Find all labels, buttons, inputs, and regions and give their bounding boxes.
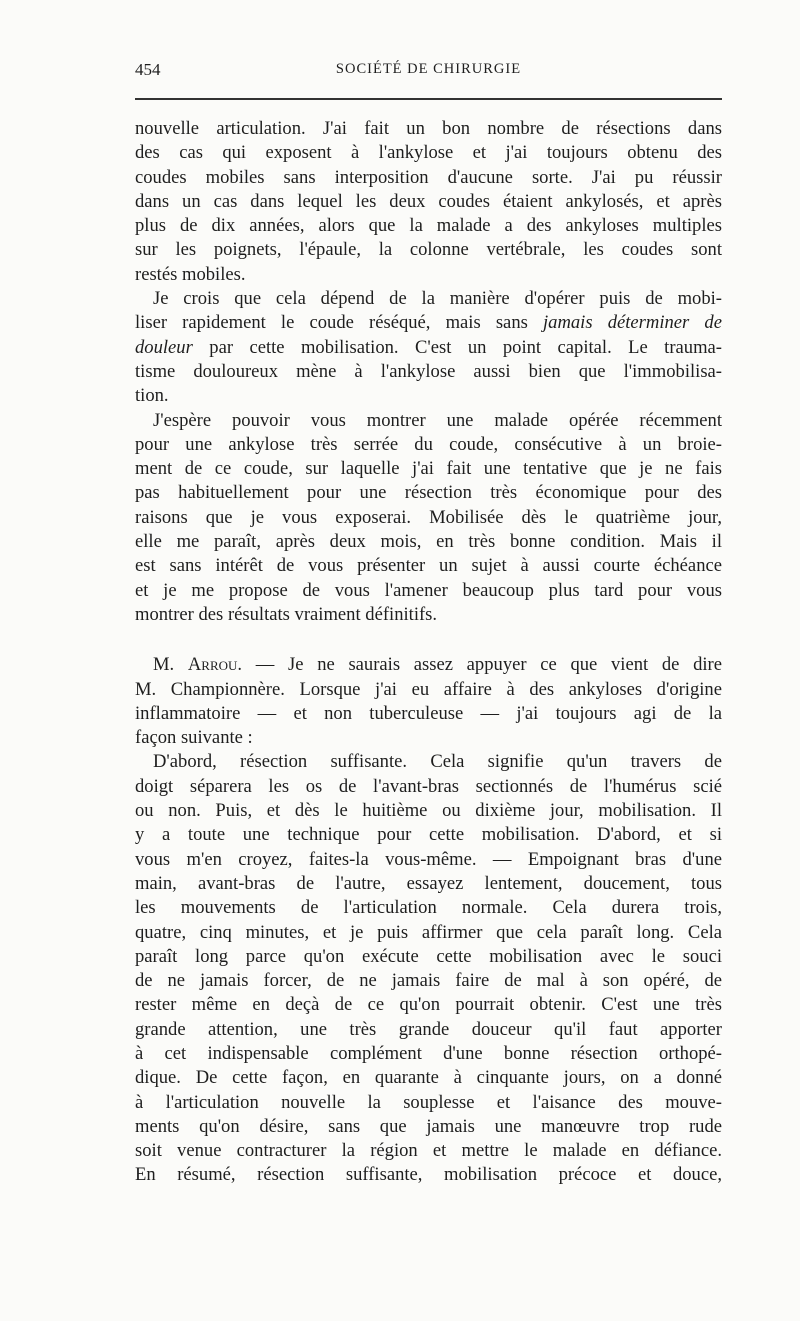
- text-line: [135, 848, 722, 872]
- paragraph: [135, 653, 722, 750]
- text-segment: pas habituellement pour une résection très économique pour des: [135, 482, 722, 504]
- text-line: [135, 750, 722, 774]
- text-segment: main, avant-bras de l'autre, essayez lentement, doucement, tous: [135, 872, 722, 894]
- text-segment: D'abord, résection suffisante. Cela signifie qu'un travers de: [153, 751, 722, 773]
- text-line: [135, 653, 722, 677]
- text-line: [135, 1066, 722, 1090]
- text-line: [135, 530, 722, 554]
- text-line: [135, 823, 722, 847]
- paragraph: [135, 750, 722, 1187]
- paragraph: [135, 287, 722, 408]
- text-segment: elle me paraît, après deux mois, en très bonne condition. Mais il: [135, 531, 722, 553]
- text-line: [135, 993, 722, 1017]
- text-segment: Je crois que cela dépend de la manière d'opérer puis de mobi-: [153, 288, 722, 310]
- text-segment: est sans intérêt de vous présenter un sujet à aussi courte échéance: [135, 555, 722, 577]
- text-line: [135, 702, 722, 726]
- text-segment: des cas qui exposent à l'ankylose et j'ai toujours obtenu des: [135, 142, 722, 164]
- text-line: [135, 1018, 722, 1042]
- text-segment: à l'articulation nouvelle la souplesse et l'aisance des mouve-: [135, 1091, 722, 1113]
- text-line: [135, 1042, 722, 1066]
- text-segment: y a toute une technique pour cette mobilisation. D'abord, et si: [135, 824, 722, 846]
- text-segment: pour une ankylose très serrée du coude, consécutive à un broie-: [135, 433, 722, 455]
- text-segment: paraît long parce qu'on exécute cette mobilisation avec le souci: [135, 945, 722, 967]
- text-line: [135, 166, 722, 190]
- text-segment: de ne jamais forcer, de ne jamais faire de mal à son opéré, de: [135, 970, 722, 992]
- text-line: [135, 1139, 722, 1163]
- text-segment: et je me propose de vous l'amener beaucoup plus tard pour vous: [135, 579, 722, 601]
- text-segment: restés mobiles.: [135, 263, 246, 285]
- text-segment: plus de dix années, alors que la malade a des ankyloses multiples: [135, 215, 722, 237]
- body-text: [135, 117, 722, 1188]
- text-segment: tion.: [135, 385, 169, 407]
- text-segment: quatre, cinq minutes, et je puis affirmer que cela paraît long. Cela: [135, 921, 722, 943]
- running-header: [135, 60, 722, 84]
- text-segment: à cet indispensable complément d'une bonne résection orthopé-: [135, 1042, 722, 1064]
- text-line: [135, 409, 722, 433]
- text-segment: M. Championnère. Lorsque j'ai eu affaire à des ankyloses d'origine: [135, 678, 722, 700]
- text-line: [135, 726, 722, 750]
- text-segment: les mouvements de l'articulation normale. Cela durera trois,: [135, 897, 722, 919]
- text-line: [135, 872, 722, 896]
- text-line: [135, 360, 722, 384]
- text-line: [135, 799, 722, 823]
- text-segment: montrer des résultats vraiment définitifs.: [135, 603, 438, 625]
- text-segment: ment de ce coude, sur laquelle j'ai fait une tentative que je ne fais: [135, 458, 722, 480]
- text-line: [135, 579, 722, 603]
- text-line: [135, 678, 722, 702]
- text-line: [135, 969, 722, 993]
- text-line: [135, 384, 722, 408]
- paragraph: [135, 117, 722, 287]
- text-segment: raisons que je vous exposerai. Mobilisée dès le quatrième jour,: [135, 506, 722, 528]
- text-segment: rester même en deçà de ce qu'on pourrait obtenir. C'est une très: [135, 994, 722, 1016]
- header-rule: [135, 98, 722, 100]
- text-segment: M.: [153, 654, 188, 676]
- text-segment: soit venue contracturer la région et mettre le malade en défiance.: [135, 1140, 722, 1162]
- italic-text: jamais déterminer de: [542, 312, 722, 334]
- text-line: [135, 1115, 722, 1139]
- text-line: [135, 945, 722, 969]
- text-line: [135, 287, 722, 311]
- text-line: [135, 775, 722, 799]
- text-line: [135, 1163, 722, 1187]
- text-segment: ou non. Puis, et dès le huitième ou dixième jour, mobilisation. Il: [135, 800, 722, 822]
- text-line: [135, 117, 722, 141]
- text-segment: coudes mobiles sans interposition d'aucune sorte. J'ai pu réussir: [135, 166, 722, 188]
- text-segment: ments qu'on désire, sans que jamais une manœuvre trop rude: [135, 1115, 722, 1137]
- speaker-name: Arrou: [187, 654, 238, 676]
- text-segment: doigt séparera les os de l'avant-bras sectionnés de l'humérus scié: [135, 775, 722, 797]
- text-line: [135, 896, 722, 920]
- text-line: [135, 603, 722, 627]
- text-line: [135, 433, 722, 457]
- text-line: [135, 214, 722, 238]
- paragraph: [135, 409, 722, 628]
- text-segment: dans un cas dans lequel les deux coudes étaient ankylosés, et après: [135, 190, 722, 212]
- text-segment: nouvelle articulation. J'ai fait un bon nombre de résections dans: [135, 118, 722, 139]
- text-line: [135, 457, 722, 481]
- text-line: [135, 311, 722, 335]
- italic-text: douleur: [135, 336, 193, 358]
- text-segment: J'espère pouvoir vous montrer une malade opérée récemment: [153, 409, 722, 431]
- text-line: [135, 1091, 722, 1115]
- text-line: [135, 921, 722, 945]
- text-segment: par cette mobilisation. C'est un point capital. Le trauma-: [192, 336, 722, 358]
- text-segment: inflammatoire — et non tuberculeuse — j'ai toujours agi de la: [135, 702, 722, 724]
- text-line: [135, 554, 722, 578]
- text-segment: . — Je ne saurais assez appuyer ce que vient de dire: [237, 654, 722, 676]
- text-segment: dique. De cette façon, en quarante à cinquante jours, on a donné: [135, 1067, 722, 1089]
- text-segment: façon suivante :: [135, 727, 253, 749]
- text-segment: En résumé, résection suffisante, mobilisation précoce et douce,: [135, 1164, 722, 1186]
- text-segment: sur les poignets, l'épaule, la colonne vertébrale, les coudes sont: [135, 239, 722, 261]
- text-line: [135, 336, 722, 360]
- text-line: [135, 263, 722, 287]
- text-segment: grande attention, une très grande douceur qu'il faut apporter: [135, 1018, 722, 1040]
- text-line: [135, 238, 722, 262]
- text-line: [135, 141, 722, 165]
- text-segment: tisme douloureux mène à l'ankylose aussi bien que l'immobilisa-: [135, 360, 722, 382]
- text-segment: liser rapidement le coude réséqué, mais sans: [135, 312, 543, 334]
- running-title: SOCIÉTÉ DE CHIRURGIE: [335, 61, 522, 77]
- text-line: [135, 481, 722, 505]
- text-line: [135, 190, 722, 214]
- text-segment: vous m'en croyez, faites-la vous-même. — Empoignant bras d'une: [135, 848, 722, 870]
- text-line: [135, 506, 722, 530]
- page-number: 454: [135, 60, 161, 79]
